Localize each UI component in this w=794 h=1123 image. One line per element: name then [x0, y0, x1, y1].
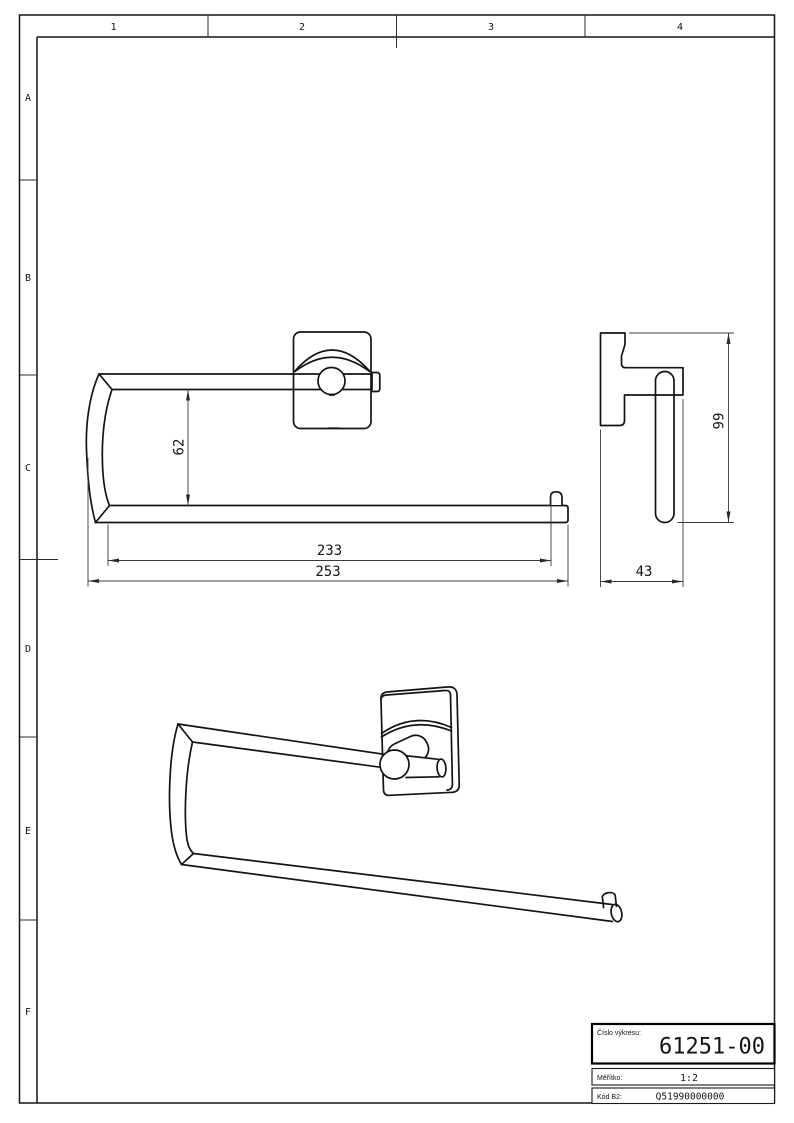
- iso-bottom-bar-top-edge: [194, 854, 613, 905]
- dim-43-value: 43: [635, 564, 653, 580]
- column-label-4: 4: [676, 22, 684, 33]
- dim-233-value: 233: [316, 543, 343, 559]
- dim-62-value: 62: [171, 438, 188, 456]
- dim-43-arrow-left: [601, 580, 612, 584]
- scale-value: 1:2: [679, 1073, 699, 1084]
- iso-left-member-top-chamfer: [178, 724, 193, 742]
- dim-99-value: 99: [711, 412, 728, 430]
- iso-bottom-bar-bottom-edge: [182, 865, 613, 922]
- front-view: [86, 332, 568, 587]
- column-label-3: 3: [487, 22, 495, 33]
- iso-left-member-bottom-chamfer: [182, 854, 194, 865]
- dim-253-arrow-right: [557, 579, 568, 583]
- top-bar-end-cap: [372, 373, 380, 392]
- dim-99-arrow-up: [727, 333, 731, 344]
- dim-99-arrow-down: [727, 512, 731, 523]
- dim-253-arrow-left: [88, 579, 99, 583]
- row-label-d: D: [24, 644, 32, 655]
- dim-43-arrow-right: [672, 580, 683, 584]
- dim-253-value: 253: [315, 564, 341, 580]
- row-label-b: B: [24, 273, 32, 284]
- dim-233-arrow-right: [540, 559, 551, 563]
- left-member-inner-edge: [102, 390, 112, 506]
- row-label-f: F: [24, 1007, 32, 1018]
- side-plate-and-arm: [601, 333, 684, 426]
- iso-mounting-hub: [380, 750, 409, 779]
- dimension-43: [601, 399, 684, 587]
- iso-pin-bottom-edge: [406, 777, 439, 778]
- row-label-c: C: [24, 463, 32, 474]
- drawing-number-label: Číslo výkresu:: [597, 1030, 641, 1037]
- iso-pin-end-cap: [436, 759, 446, 777]
- dimension-233: [108, 493, 551, 567]
- mounting-hub: [318, 368, 345, 395]
- side-view: [601, 333, 735, 587]
- drawing-number-value: 61251-00: [659, 1034, 765, 1060]
- isometric-view: [170, 687, 624, 923]
- title-block: [592, 1024, 775, 1104]
- row-label-e: E: [24, 826, 32, 837]
- column-label-1: 1: [110, 22, 117, 33]
- code-value: Q51990000000: [655, 1091, 725, 1103]
- iso-left-member-outer-edge: [170, 724, 182, 865]
- row-label-a: A: [24, 93, 32, 104]
- bottom-bar: [96, 506, 569, 523]
- dim-233-arrow-left: [108, 559, 119, 563]
- dim-62-arrow-down: [186, 495, 190, 506]
- iso-left-member-inner-edge: [185, 742, 193, 854]
- column-label-2: 2: [298, 22, 306, 33]
- dimension-62: [172, 390, 191, 506]
- left-member-top-chamfer: [99, 374, 112, 390]
- left-member-bottom-chamfer: [96, 506, 110, 523]
- dim-62-arrow-up: [186, 390, 190, 401]
- outer-border: [20, 15, 775, 1103]
- scale-label: Měřítko:: [597, 1075, 623, 1082]
- dimension-99: [629, 333, 734, 523]
- page-frame: [20, 15, 775, 1103]
- iso-top-bar-bottom-edge: [193, 742, 391, 769]
- bottom-bar-knob: [551, 492, 563, 505]
- iso-top-bar-top-edge: [178, 724, 392, 756]
- code-label: Kód B2:: [597, 1094, 622, 1101]
